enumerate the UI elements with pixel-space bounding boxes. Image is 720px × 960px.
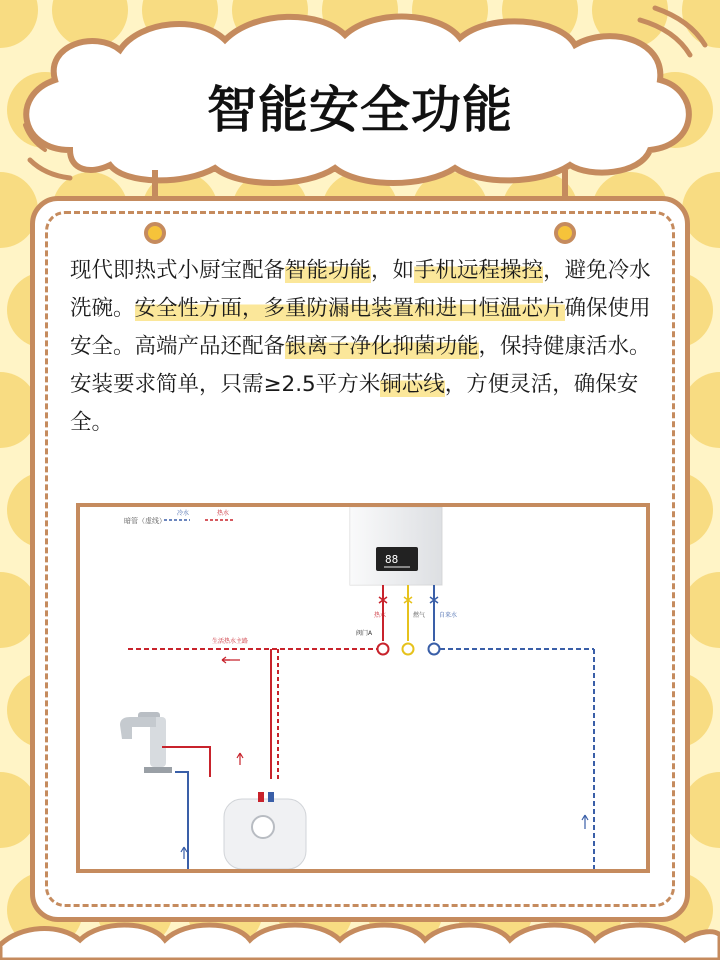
legend-cold-label: 冷水 bbox=[177, 510, 190, 517]
installation-diagram bbox=[76, 503, 650, 873]
heater-display: 88 bbox=[385, 553, 399, 566]
card-pin-left bbox=[144, 222, 166, 244]
highlight-copper-wire: 铜芯线 bbox=[380, 372, 445, 397]
body-text-segment: ，避免冷水洗碗。 bbox=[70, 258, 651, 321]
body-paragraph bbox=[70, 252, 660, 442]
card-pin-right bbox=[554, 222, 576, 244]
body-text-segment: 确保使用安全。高端产品还配备 bbox=[70, 296, 651, 359]
legend-hot-label: 热水 bbox=[217, 510, 230, 517]
highlight-safety: 安全性方面，多重防漏电装置和进口恒温芯片 bbox=[134, 296, 565, 321]
highlight-smart-function: 智能功能 bbox=[285, 258, 372, 283]
diagram-svg bbox=[80, 507, 646, 869]
label-main-line: 生活热水主路 bbox=[212, 638, 249, 645]
label-gas: 燃气 bbox=[413, 612, 426, 619]
bottom-cloud bbox=[0, 915, 720, 960]
faucet-image bbox=[120, 712, 172, 773]
body-text-segment: ，如 bbox=[371, 258, 415, 283]
page-title: 智能安全功能 bbox=[207, 81, 513, 139]
highlight-silver-ion: 银离子净化抑菌功能 bbox=[285, 334, 479, 359]
highlight-remote-control: 手机远程操控 bbox=[414, 258, 544, 283]
body-text-segment: ，保持健康活水。安装要求简单，只需≥2.5平方米 bbox=[70, 334, 651, 397]
body-text-segment: 现代即热式小厨宝配备 bbox=[70, 258, 286, 283]
label-hot: 热水 bbox=[374, 612, 387, 619]
legend-pipe-label: 暗管（虚线） bbox=[124, 517, 166, 525]
body-text-segment: ，方便灵活，确保安全。 bbox=[70, 372, 639, 435]
label-cold: 自来水 bbox=[439, 612, 458, 619]
label-valve: 阀门A bbox=[356, 630, 373, 637]
under-sink-heater bbox=[224, 792, 306, 869]
wall-heater bbox=[350, 507, 442, 585]
